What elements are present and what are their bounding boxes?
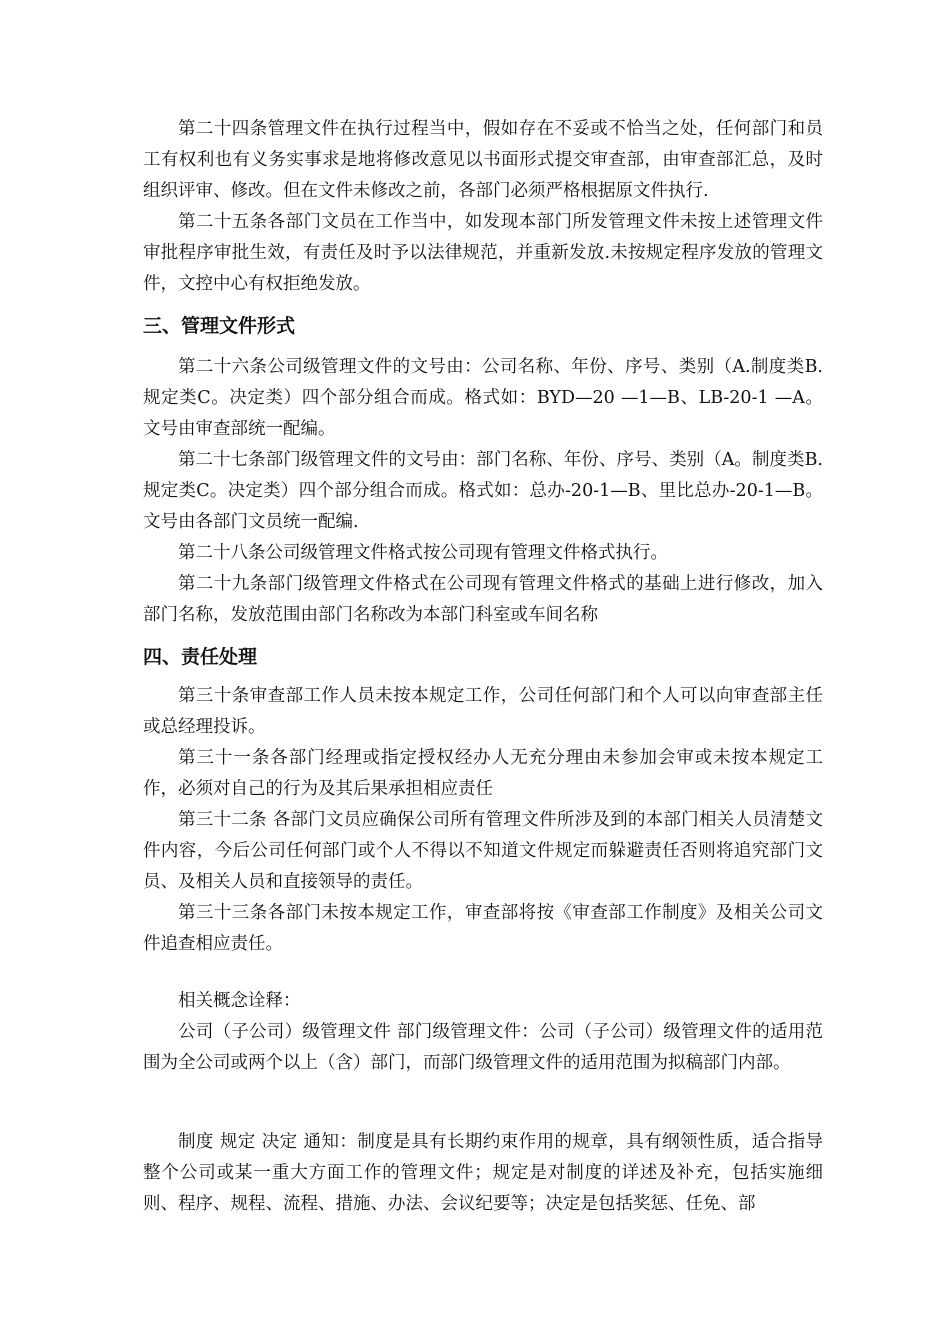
- article-31: 第三十一条各部门经理或指定授权经办人无充分理由未参加会审或未按本规定工作，必须对自己的行为及其后果承担相应责任: [143, 748, 823, 799]
- article-29: 第二十九条部门级管理文件格式在公司现有管理文件格式的基础上进行修改，加入部门名称，发放范围由部门名称改为本部门科室或车间名称: [143, 574, 823, 625]
- article-24: 第二十四条管理文件在执行过程当中，假如存在不妥或不恰当之处，任何部门和员工有权利也有义务实事求是地将修改意见以书面形式提交审查部，由审查部汇总，及时组织评审、修改。但在文件未修改之前，各部门必须严格根据原文件执行.: [143, 119, 823, 201]
- article-28: 第二十八条公司级管理文件格式按公司现有管理文件格式执行。: [178, 543, 668, 563]
- concepts-title: 相关概念诠释：: [178, 991, 301, 1011]
- article-32: 第三十二条 各部门文员应确保公司所有管理文件所涉及到的本部门相关人员清楚文件内容，今后公司任何部门或个人不得以不知道文件规定而躲避责任否则将追究部门文员、及相关人员和直接领导的责任。: [143, 810, 823, 892]
- article-26: 第二十六条公司级管理文件的文号由：公司名称、年份、序号、类别（A.制度类B.规定类C。决定类）四个部分组合而成。格式如：BYD—20 —1—B、LB-20-1 —A。文号由审查部统一配编。: [143, 357, 823, 439]
- article-27: 第二十七条部门级管理文件的文号由：部门名称、年份、序号、类别（A。制度类B.规定类C。决定类）四个部分组合而成。格式如：总办-20-1—B、里比总办-20-1—B。文号由各部门文员统一配编.: [143, 450, 823, 532]
- article-25: 第二十五条各部门文员在工作当中，如发现本部门所发管理文件未按上述管理文件审批程序审批生效，有责任及时予以法律规范，并重新发放.未按规定程序发放的管理文件，文控中心有权拒绝发放。: [143, 212, 823, 294]
- section-heading-3: 三、管理文件形式: [143, 315, 296, 337]
- concept-document-types: 制度 规定 决定 通知：制度是具有长期约束作用的规章，具有纲领性质，适合指导整个公司或某一重大方面工作的管理文件；规定是对制度的详述及补充，包括实施细则、程序、规程、流程、措施、办法、会议纪要等；决定是包括奖惩、任免、部: [143, 1132, 823, 1214]
- concept-management-levels: 公司（子公司）级管理文件 部门级管理文件：公司（子公司）级管理文件的适用范围为全公司或两个以上（含）部门，而部门级管理文件的适用范围为拟稿部门内部。: [143, 1022, 823, 1073]
- article-30: 第三十条审查部工作人员未按本规定工作，公司任何部门和个人可以向审查部主任或总经理投诉。: [143, 686, 823, 737]
- article-33: 第三十三条各部门未按本规定工作，审查部将按《审查部工作制度》及相关公司文件追查相应责任。: [143, 903, 823, 954]
- section-heading-4: 四、责任处理: [143, 646, 258, 668]
